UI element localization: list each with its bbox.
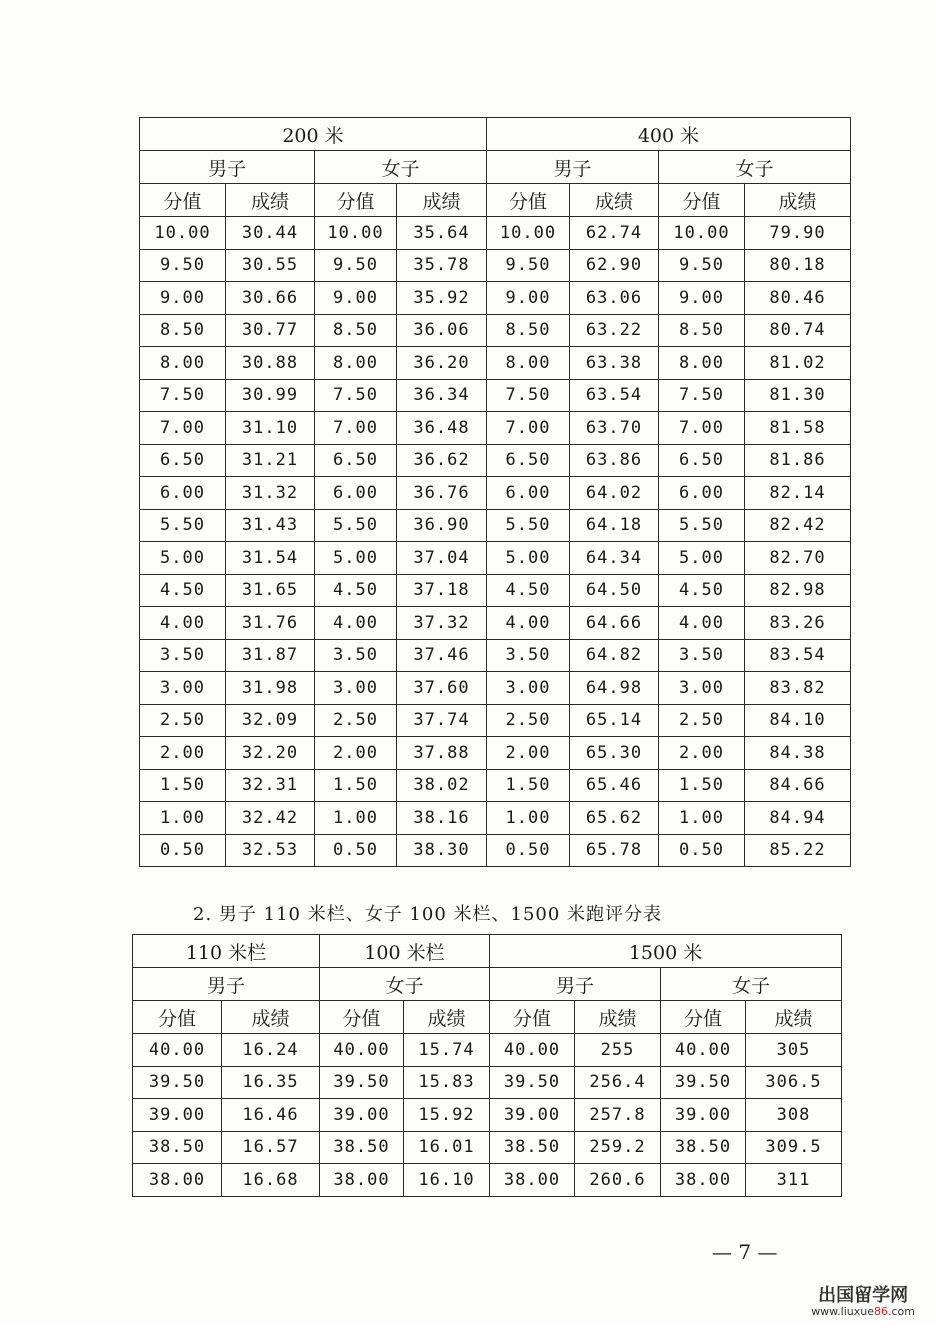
result-cell: 30.44 bbox=[226, 217, 315, 250]
score-cell: 38.00 bbox=[133, 1164, 222, 1197]
score-cell: 38.50 bbox=[133, 1131, 222, 1164]
score-cell: 39.50 bbox=[320, 1066, 404, 1099]
result-cell: 36.34 bbox=[397, 379, 487, 412]
score-cell: 40.00 bbox=[320, 1034, 404, 1067]
result-cell: 84.10 bbox=[745, 704, 851, 737]
result-cell: 79.90 bbox=[745, 217, 851, 250]
score-cell: 10.00 bbox=[140, 217, 226, 250]
score-cell: 7.50 bbox=[659, 379, 745, 412]
result-cell: 255 bbox=[575, 1034, 661, 1067]
watermark-url: www.liuxue86.com bbox=[811, 1304, 915, 1318]
result-cell: 63.54 bbox=[570, 379, 659, 412]
table-row bbox=[140, 607, 851, 640]
result-cell: 64.02 bbox=[570, 477, 659, 510]
score-cell: 38.50 bbox=[320, 1131, 404, 1164]
result-cell: 80.46 bbox=[745, 282, 851, 315]
result-cell: 16.68 bbox=[222, 1164, 320, 1197]
table-row bbox=[133, 1099, 842, 1132]
score-cell: 7.50 bbox=[140, 379, 226, 412]
column-header: 分值 bbox=[659, 184, 745, 217]
result-cell: 37.60 bbox=[397, 672, 487, 705]
score-cell: 1.00 bbox=[140, 802, 226, 835]
score-cell: 7.50 bbox=[487, 379, 570, 412]
result-cell: 65.62 bbox=[570, 802, 659, 835]
score-cell: 7.00 bbox=[140, 412, 226, 445]
result-cell: 31.98 bbox=[226, 672, 315, 705]
result-cell: 36.06 bbox=[397, 314, 487, 347]
gender-header: 男子 bbox=[490, 968, 661, 1001]
result-cell: 82.14 bbox=[745, 477, 851, 510]
score-cell: 3.00 bbox=[140, 672, 226, 705]
score-cell: 4.00 bbox=[315, 607, 397, 640]
result-cell: 31.21 bbox=[226, 444, 315, 477]
result-cell: 35.64 bbox=[397, 217, 487, 250]
result-cell: 81.86 bbox=[745, 444, 851, 477]
score-cell: 4.50 bbox=[140, 574, 226, 607]
score-cell: 1.50 bbox=[315, 769, 397, 802]
score-cell: 8.00 bbox=[315, 347, 397, 380]
score-cell: 8.00 bbox=[659, 347, 745, 380]
result-cell: 31.32 bbox=[226, 477, 315, 510]
result-cell: 37.74 bbox=[397, 704, 487, 737]
score-cell: 9.00 bbox=[659, 282, 745, 315]
score-cell: 8.50 bbox=[487, 314, 570, 347]
watermark-name: 出国留学网 bbox=[818, 1285, 909, 1307]
score-cell: 2.00 bbox=[487, 737, 570, 770]
table-row bbox=[140, 802, 851, 835]
column-header: 成绩 bbox=[222, 1001, 320, 1034]
result-cell: 31.87 bbox=[226, 639, 315, 672]
score-cell: 39.50 bbox=[133, 1066, 222, 1099]
result-cell: 64.50 bbox=[570, 574, 659, 607]
watermark-logo bbox=[811, 1286, 915, 1318]
score-cell: 3.50 bbox=[140, 639, 226, 672]
table-row bbox=[140, 672, 851, 705]
score-cell: 39.00 bbox=[490, 1099, 575, 1132]
result-cell: 84.66 bbox=[745, 769, 851, 802]
page-number: — 7 — bbox=[712, 1240, 778, 1264]
result-cell: 35.92 bbox=[397, 282, 487, 315]
result-cell: 64.82 bbox=[570, 639, 659, 672]
result-cell: 15.83 bbox=[404, 1066, 490, 1099]
result-cell: 31.76 bbox=[226, 607, 315, 640]
result-cell: 83.54 bbox=[745, 639, 851, 672]
column-header: 分值 bbox=[487, 184, 570, 217]
score-cell: 7.00 bbox=[315, 412, 397, 445]
score-cell: 1.00 bbox=[315, 802, 397, 835]
column-header: 分值 bbox=[133, 1001, 222, 1034]
gender-header: 女子 bbox=[320, 968, 490, 1001]
result-cell: 85.22 bbox=[745, 834, 851, 867]
result-cell: 84.38 bbox=[745, 737, 851, 770]
group-header-100m-hurdles: 100 米栏 bbox=[320, 935, 490, 968]
result-cell: 311 bbox=[746, 1164, 842, 1197]
result-cell: 82.98 bbox=[745, 574, 851, 607]
result-cell: 30.66 bbox=[226, 282, 315, 315]
result-cell: 36.20 bbox=[397, 347, 487, 380]
table-row bbox=[140, 704, 851, 737]
result-cell: 37.32 bbox=[397, 607, 487, 640]
gender-header: 女子 bbox=[659, 151, 851, 184]
result-cell: 16.10 bbox=[404, 1164, 490, 1197]
score-cell: 8.50 bbox=[315, 314, 397, 347]
score-cell: 3.50 bbox=[315, 639, 397, 672]
table-row bbox=[140, 444, 851, 477]
result-cell: 81.30 bbox=[745, 379, 851, 412]
score-cell: 3.00 bbox=[659, 672, 745, 705]
table-row bbox=[140, 314, 851, 347]
table-row bbox=[140, 574, 851, 607]
score-cell: 7.00 bbox=[487, 412, 570, 445]
result-cell: 31.43 bbox=[226, 509, 315, 542]
score-cell: 1.00 bbox=[659, 802, 745, 835]
group-header-200m: 200 米 bbox=[140, 118, 487, 151]
result-cell: 82.70 bbox=[745, 542, 851, 575]
table2-caption: 2. 男子 110 米栏、女子 100 米栏、1500 米跑评分表 bbox=[193, 904, 663, 925]
result-cell: 30.77 bbox=[226, 314, 315, 347]
score-cell: 38.00 bbox=[490, 1164, 575, 1197]
score-cell: 39.50 bbox=[661, 1066, 746, 1099]
score-cell: 6.00 bbox=[487, 477, 570, 510]
table-row bbox=[133, 1066, 842, 1099]
result-cell: 32.20 bbox=[226, 737, 315, 770]
score-cell: 0.50 bbox=[487, 834, 570, 867]
score-cell: 6.50 bbox=[315, 444, 397, 477]
score-cell: 10.00 bbox=[487, 217, 570, 250]
result-cell: 30.55 bbox=[226, 249, 315, 282]
result-cell: 63.06 bbox=[570, 282, 659, 315]
score-cell: 1.50 bbox=[487, 769, 570, 802]
score-cell: 9.00 bbox=[140, 282, 226, 315]
column-header: 分值 bbox=[661, 1001, 746, 1034]
score-cell: 3.50 bbox=[487, 639, 570, 672]
score-cell: 9.00 bbox=[315, 282, 397, 315]
score-cell: 3.00 bbox=[315, 672, 397, 705]
score-cell: 5.00 bbox=[659, 542, 745, 575]
score-cell: 8.00 bbox=[140, 347, 226, 380]
score-cell: 40.00 bbox=[133, 1034, 222, 1067]
score-cell: 6.50 bbox=[487, 444, 570, 477]
result-cell: 259.2 bbox=[575, 1131, 661, 1164]
column-header: 成绩 bbox=[575, 1001, 661, 1034]
column-header: 成绩 bbox=[226, 184, 315, 217]
score-cell: 2.50 bbox=[315, 704, 397, 737]
score-cell: 5.50 bbox=[487, 509, 570, 542]
score-table-hurdles-1500m bbox=[132, 934, 842, 1197]
group-header-110m-hurdles: 110 米栏 bbox=[133, 935, 320, 968]
result-cell: 38.16 bbox=[397, 802, 487, 835]
table-row bbox=[140, 282, 851, 315]
result-cell: 37.04 bbox=[397, 542, 487, 575]
gender-header: 男子 bbox=[140, 151, 315, 184]
result-cell: 37.46 bbox=[397, 639, 487, 672]
group-header-400m: 400 米 bbox=[487, 118, 851, 151]
result-cell: 256.4 bbox=[575, 1066, 661, 1099]
score-cell: 40.00 bbox=[490, 1034, 575, 1067]
result-cell: 83.26 bbox=[745, 607, 851, 640]
table-row bbox=[140, 379, 851, 412]
score-cell: 9.00 bbox=[487, 282, 570, 315]
score-cell: 8.50 bbox=[659, 314, 745, 347]
table-row bbox=[140, 249, 851, 282]
result-cell: 35.78 bbox=[397, 249, 487, 282]
result-cell: 63.86 bbox=[570, 444, 659, 477]
score-cell: 4.50 bbox=[659, 574, 745, 607]
result-cell: 84.94 bbox=[745, 802, 851, 835]
result-cell: 63.22 bbox=[570, 314, 659, 347]
score-cell: 2.00 bbox=[315, 737, 397, 770]
column-header: 成绩 bbox=[745, 184, 851, 217]
result-cell: 65.14 bbox=[570, 704, 659, 737]
result-cell: 305 bbox=[746, 1034, 842, 1067]
score-cell: 5.50 bbox=[315, 509, 397, 542]
result-cell: 36.48 bbox=[397, 412, 487, 445]
result-cell: 36.76 bbox=[397, 477, 487, 510]
group-header-1500m: 1500 米 bbox=[490, 935, 842, 968]
result-cell: 16.57 bbox=[222, 1131, 320, 1164]
result-cell: 64.98 bbox=[570, 672, 659, 705]
gender-header: 女子 bbox=[661, 968, 842, 1001]
result-cell: 82.42 bbox=[745, 509, 851, 542]
score-cell: 4.50 bbox=[315, 574, 397, 607]
result-cell: 309.5 bbox=[746, 1131, 842, 1164]
result-cell: 83.82 bbox=[745, 672, 851, 705]
table-row bbox=[140, 542, 851, 575]
score-cell: 4.00 bbox=[140, 607, 226, 640]
score-cell: 6.00 bbox=[140, 477, 226, 510]
result-cell: 63.70 bbox=[570, 412, 659, 445]
score-cell: 39.00 bbox=[133, 1099, 222, 1132]
score-cell: 9.50 bbox=[487, 249, 570, 282]
score-cell: 2.00 bbox=[659, 737, 745, 770]
result-cell: 257.8 bbox=[575, 1099, 661, 1132]
result-cell: 62.90 bbox=[570, 249, 659, 282]
score-cell: 38.00 bbox=[661, 1164, 746, 1197]
score-cell: 0.50 bbox=[315, 834, 397, 867]
result-cell: 31.65 bbox=[226, 574, 315, 607]
result-cell: 80.18 bbox=[745, 249, 851, 282]
score-cell: 5.50 bbox=[140, 509, 226, 542]
score-cell: 0.50 bbox=[659, 834, 745, 867]
table-row bbox=[140, 477, 851, 510]
result-cell: 15.92 bbox=[404, 1099, 490, 1132]
gender-header: 男子 bbox=[133, 968, 320, 1001]
score-cell: 6.00 bbox=[315, 477, 397, 510]
table-row bbox=[140, 769, 851, 802]
table-row bbox=[140, 412, 851, 445]
score-cell: 7.00 bbox=[659, 412, 745, 445]
column-header: 分值 bbox=[140, 184, 226, 217]
score-cell: 4.00 bbox=[659, 607, 745, 640]
score-cell: 9.50 bbox=[315, 249, 397, 282]
gender-header: 男子 bbox=[487, 151, 659, 184]
score-cell: 39.00 bbox=[661, 1099, 746, 1132]
result-cell: 65.78 bbox=[570, 834, 659, 867]
table-row bbox=[140, 509, 851, 542]
gender-header: 女子 bbox=[315, 151, 487, 184]
score-cell: 38.50 bbox=[661, 1131, 746, 1164]
table-row bbox=[133, 1034, 842, 1067]
score-cell: 6.50 bbox=[140, 444, 226, 477]
column-header: 成绩 bbox=[397, 184, 487, 217]
score-cell: 2.50 bbox=[487, 704, 570, 737]
result-cell: 16.46 bbox=[222, 1099, 320, 1132]
result-cell: 38.02 bbox=[397, 769, 487, 802]
score-cell: 9.50 bbox=[140, 249, 226, 282]
table-row bbox=[133, 1164, 842, 1197]
result-cell: 15.74 bbox=[404, 1034, 490, 1067]
table-row bbox=[140, 737, 851, 770]
score-cell: 40.00 bbox=[661, 1034, 746, 1067]
score-cell: 7.50 bbox=[315, 379, 397, 412]
score-cell: 10.00 bbox=[659, 217, 745, 250]
table-row bbox=[133, 1131, 842, 1164]
result-cell: 32.09 bbox=[226, 704, 315, 737]
score-cell: 9.50 bbox=[659, 249, 745, 282]
score-cell: 38.50 bbox=[490, 1131, 575, 1164]
score-cell: 8.00 bbox=[487, 347, 570, 380]
result-cell: 16.01 bbox=[404, 1131, 490, 1164]
result-cell: 30.88 bbox=[226, 347, 315, 380]
result-cell: 31.10 bbox=[226, 412, 315, 445]
result-cell: 16.24 bbox=[222, 1034, 320, 1067]
score-cell: 1.00 bbox=[487, 802, 570, 835]
score-cell: 3.50 bbox=[659, 639, 745, 672]
result-cell: 36.90 bbox=[397, 509, 487, 542]
result-cell: 306.5 bbox=[746, 1066, 842, 1099]
result-cell: 63.38 bbox=[570, 347, 659, 380]
score-cell: 2.00 bbox=[140, 737, 226, 770]
column-header: 成绩 bbox=[404, 1001, 490, 1034]
score-cell: 39.00 bbox=[320, 1099, 404, 1132]
score-cell: 5.00 bbox=[140, 542, 226, 575]
score-cell: 0.50 bbox=[140, 834, 226, 867]
score-cell: 5.50 bbox=[659, 509, 745, 542]
table-row bbox=[140, 639, 851, 672]
result-cell: 16.35 bbox=[222, 1066, 320, 1099]
result-cell: 64.34 bbox=[570, 542, 659, 575]
result-cell: 80.74 bbox=[745, 314, 851, 347]
score-cell: 2.50 bbox=[140, 704, 226, 737]
result-cell: 308 bbox=[746, 1099, 842, 1132]
result-cell: 65.30 bbox=[570, 737, 659, 770]
score-cell: 38.00 bbox=[320, 1164, 404, 1197]
result-cell: 31.54 bbox=[226, 542, 315, 575]
column-header: 分值 bbox=[320, 1001, 404, 1034]
result-cell: 37.88 bbox=[397, 737, 487, 770]
score-cell: 10.00 bbox=[315, 217, 397, 250]
result-cell: 64.18 bbox=[570, 509, 659, 542]
result-cell: 36.62 bbox=[397, 444, 487, 477]
result-cell: 38.30 bbox=[397, 834, 487, 867]
result-cell: 81.58 bbox=[745, 412, 851, 445]
score-table-200m-400m bbox=[139, 117, 851, 867]
score-cell: 6.00 bbox=[659, 477, 745, 510]
result-cell: 30.99 bbox=[226, 379, 315, 412]
result-cell: 32.42 bbox=[226, 802, 315, 835]
result-cell: 32.31 bbox=[226, 769, 315, 802]
score-cell: 4.00 bbox=[487, 607, 570, 640]
table-row bbox=[140, 834, 851, 867]
result-cell: 64.66 bbox=[570, 607, 659, 640]
column-header: 分值 bbox=[315, 184, 397, 217]
result-cell: 260.6 bbox=[575, 1164, 661, 1197]
column-header: 成绩 bbox=[570, 184, 659, 217]
score-cell: 4.50 bbox=[487, 574, 570, 607]
column-header: 成绩 bbox=[746, 1001, 842, 1034]
score-cell: 39.50 bbox=[490, 1066, 575, 1099]
result-cell: 37.18 bbox=[397, 574, 487, 607]
result-cell: 32.53 bbox=[226, 834, 315, 867]
score-cell: 2.50 bbox=[659, 704, 745, 737]
result-cell: 81.02 bbox=[745, 347, 851, 380]
score-cell: 1.50 bbox=[659, 769, 745, 802]
table-row bbox=[140, 347, 851, 380]
score-cell: 8.50 bbox=[140, 314, 226, 347]
table-row bbox=[140, 217, 851, 250]
score-cell: 6.50 bbox=[659, 444, 745, 477]
result-cell: 62.74 bbox=[570, 217, 659, 250]
score-cell: 1.50 bbox=[140, 769, 226, 802]
score-cell: 5.00 bbox=[315, 542, 397, 575]
result-cell: 65.46 bbox=[570, 769, 659, 802]
score-cell: 3.00 bbox=[487, 672, 570, 705]
column-header: 分值 bbox=[490, 1001, 575, 1034]
score-cell: 5.00 bbox=[487, 542, 570, 575]
